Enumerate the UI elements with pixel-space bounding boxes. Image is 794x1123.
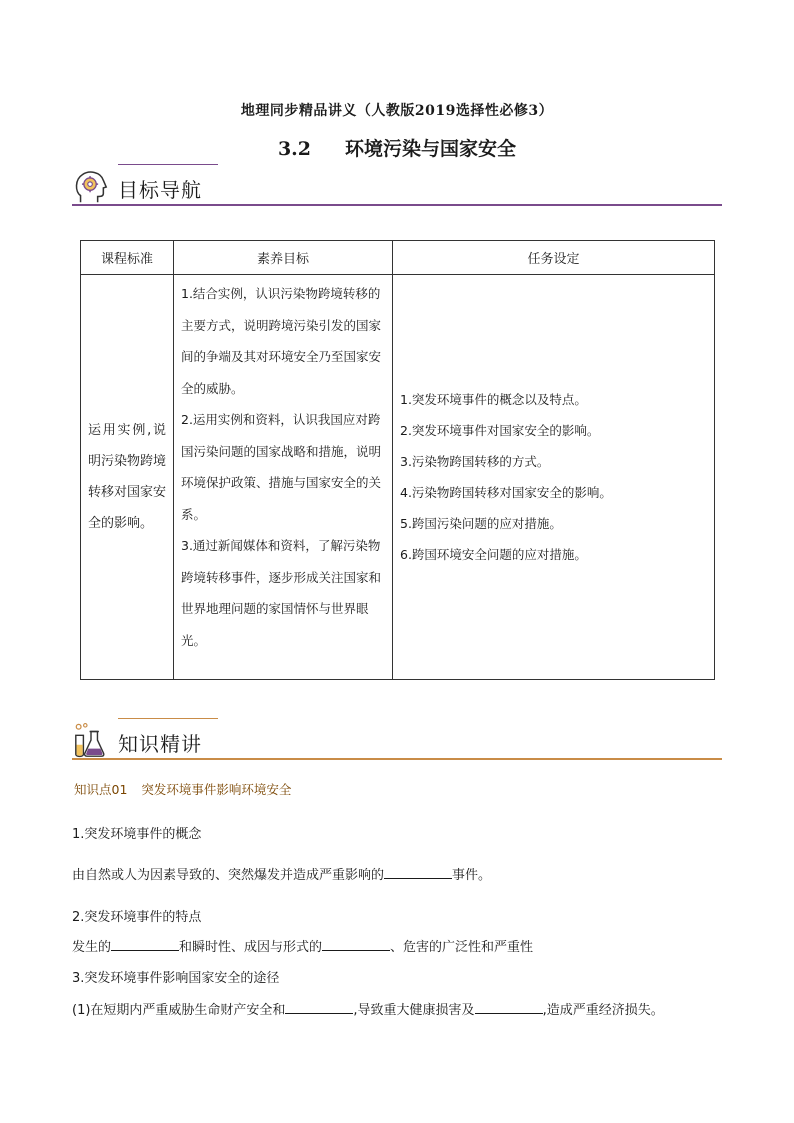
header-topline <box>118 164 218 165</box>
lesson-title <box>0 134 794 161</box>
text-run: ,导致重大健康损害及 <box>353 1003 475 1018</box>
fill-blank[interactable] <box>111 938 179 951</box>
fill-blank[interactable] <box>285 1001 353 1014</box>
knowledge-point-name: 突发环境事件影响环境安全 <box>141 782 292 797</box>
heading-concept: 1.突发环境事件的概念 <box>72 827 202 842</box>
text-run: 发生的 <box>72 940 112 955</box>
fill-blank[interactable] <box>384 866 452 879</box>
goal-item: 1.结合实例，认识污染物跨境转移的主要方式，说明跨境污染引发的国家间的争端及其对环境安全乃至国家安全的威胁。 <box>181 286 382 396</box>
text-run: 、危害的广泛性和严重性 <box>390 940 534 955</box>
paragraph-pathways <box>72 999 664 1018</box>
knowledge-point-title <box>74 780 291 798</box>
task-item: 5.跨国污染问题的应对措施。 <box>400 516 562 531</box>
knowledge-point-label: 知识点01 <box>74 782 128 797</box>
section-header-knowledge <box>72 722 722 762</box>
table-header-row <box>81 241 715 275</box>
head-gear-icon <box>72 168 110 206</box>
task-item: 4.污染物跨国转移对国家安全的影响。 <box>400 485 612 500</box>
lesson-name: 环境污染与国家安全 <box>345 138 517 160</box>
goal-item: 3.通过新闻媒体和资料，了解污染物跨境转移事件，逐步形成关注国家和世界地理问题的家国情怀与世界眼光。 <box>181 538 382 648</box>
text-run: (1)在短期内严重威胁生命财产安全和 <box>72 1003 286 1018</box>
section-divider <box>72 204 722 206</box>
tasks-cell <box>393 275 715 680</box>
task-item: 6.跨国环境安全问题的应对措施。 <box>400 547 587 562</box>
heading-features: 2.突发环境事件的特点 <box>72 910 202 925</box>
heading-pathways: 3.突发环境事件影响国家安全的途径 <box>72 971 280 986</box>
goals-cell <box>174 275 393 680</box>
section-title: 目标导航 <box>118 178 202 202</box>
task-item: 3.污染物跨国转移的方式。 <box>400 454 550 469</box>
goal-table <box>80 240 715 680</box>
header-tasks: 任务设定 <box>393 241 715 275</box>
header-topline <box>118 718 218 719</box>
task-item: 1.突发环境事件的概念以及特点。 <box>400 392 587 407</box>
section-header-goals <box>72 168 722 208</box>
text-run: 由自然或人为因素导致的、突然爆发并造成严重影响的 <box>72 868 385 883</box>
section-title: 知识精讲 <box>118 732 202 756</box>
table-row <box>81 275 715 680</box>
lesson-number: 3.2 <box>277 138 312 160</box>
header-goals: 素养目标 <box>174 241 393 275</box>
goal-item: 2.运用实例和资料，认识我国应对跨国污染问题的国家战略和措施，说明环境保护政策、措施与国家安全的关系。 <box>181 412 382 522</box>
paragraph-concept <box>72 864 491 883</box>
fill-blank[interactable] <box>322 938 390 951</box>
task-item: 2.突发环境事件对国家安全的影响。 <box>400 423 600 438</box>
section-divider <box>72 758 722 760</box>
text-run: 事件。 <box>452 868 492 883</box>
header-standard: 课程标准 <box>81 241 174 275</box>
paragraph-features <box>72 936 533 955</box>
standard-text: 运用实例,说明污染物跨境转移对国家安全的影响。 <box>88 423 167 531</box>
lab-flask-icon <box>72 722 110 760</box>
text-run: ,造成严重经济损失。 <box>542 1003 664 1018</box>
standard-cell <box>81 275 174 680</box>
fill-blank[interactable] <box>475 1001 543 1014</box>
document-title: 地理同步精品讲义（人教版2019选择性必修3） <box>240 103 554 119</box>
text-run: 和瞬时性、成因与形式的 <box>179 940 323 955</box>
